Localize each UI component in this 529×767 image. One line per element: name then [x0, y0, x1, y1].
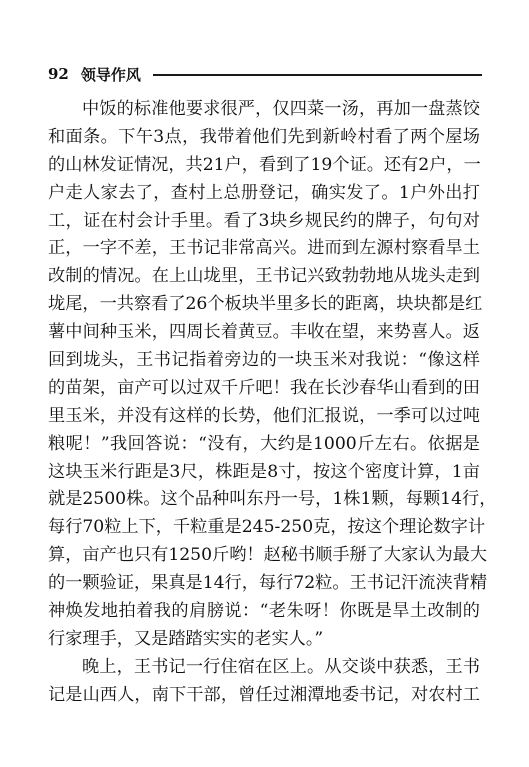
text-line: 粮呢！”我回答说：“没有，大约是1000斤左右。依据是 — [48, 433, 480, 454]
running-header — [48, 62, 482, 86]
text-line: 正，一字不差，王书记非常高兴。进而到左源村察看旱土 — [48, 238, 480, 259]
text-line: 的一颗验证，果真是14行，每行72粒。王书记汗流浃背精 — [48, 573, 488, 594]
text-line: 回到垅头，王书记指着旁边的一块玉米对我说：“像这样 — [48, 350, 480, 371]
text-line: 工，证在村会计手里。看了3块乡规民约的牌子，句句对 — [48, 210, 480, 231]
paragraph-1 — [48, 96, 497, 654]
text-line: 就是2500株。这个品种叫东丹一号，1株1颗，每颗14行， — [48, 489, 497, 510]
header-rule — [153, 74, 482, 76]
text-line: 和面条。下午3点，我带着他们先到新岭村看了两个屋场 — [48, 126, 480, 147]
text-line: 中饭的标准他要求很严，仅四菜一汤，再加一盘蒸饺 — [82, 99, 480, 119]
text-line: 户走人家去了，查村上总册登记，确实发了。1户外出打 — [48, 182, 480, 203]
text-line: 每行70粒上下，千粒重是245-250克，按这个理论数字计 — [48, 517, 486, 538]
book-title: 领导作风 — [80, 65, 141, 84]
text-line: 算，亩产也只有1250斤哟！赵秘书顺手掰了大家认为最大 — [48, 545, 488, 566]
text-line: 行家理手，又是踏踏实实的老实人。” — [48, 628, 324, 649]
text-line: 记是山西人，南下干部，曾任过湘潭地委书记，对农村工 — [48, 684, 480, 705]
text-line: 的苗架，亩产可以过双千斤吧！我在长沙春华山看到的田 — [48, 377, 480, 398]
text-line: 薯中间种玉米，四周长着黄豆。丰收在望，来势喜人。返 — [48, 322, 480, 343]
text-line: 里玉米，并没有这样的长势，他们汇报说，一季可以过吨 — [48, 405, 480, 426]
text-line: 的山林发证情况，共21户，看到了19个证。还有2户，一 — [48, 154, 481, 175]
paragraph-2 — [48, 654, 480, 710]
text-line: 神焕发地拍着我的肩膀说：“老朱呀！你既是旱土改制的 — [48, 601, 480, 622]
text-line: 这块玉米行距是3尺，株距是8寸，按这个密度计算，1亩 — [48, 461, 480, 482]
text-line: 改制的情况。在上山垅里，王书记兴致勃勃地从垅头走到 — [48, 266, 480, 287]
page-number: 92 — [48, 65, 69, 83]
body-text — [48, 96, 497, 710]
text-line: 垅尾，一共察看了26个板块半里多长的距离，块块都是红 — [48, 294, 483, 315]
text-line: 晚上，王书记一行住宿在区上。从交谈中获悉，王书 — [82, 656, 480, 677]
